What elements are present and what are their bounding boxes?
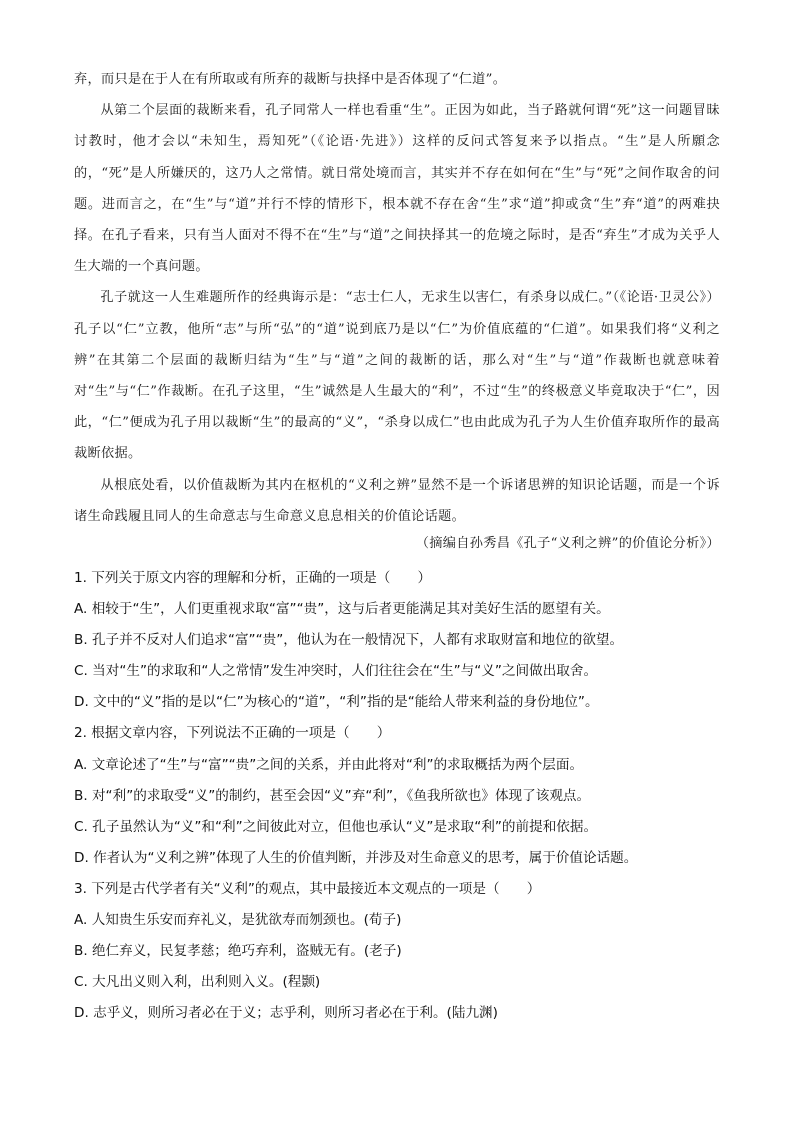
- passage-paragraph-3: 孔子就这一人生难题所作的经典诲示是：“志士仁人，无求生以害仁，有杀身以成仁。”（《论语·卫灵公》）孔子以“仁”立教，他所“志”与所“弘”的“道”说到底乃是以“仁”为价值底蕴的“仁道”。如果我们将“义利之辨”在其第二个层面的裁断归结为“生”与“道”之间的裁断的话，那么对“生”与“道”作裁断也就意味着对“生”与“仁”作裁断。在孔子这里，“生”诚然是人生最大的“利”，不过“生”的终极意义毕竟取决于“仁”，因此，“仁”便成为孔子用以裁断“生”的最高的“义”，“杀身以成仁”也由此成为孔子为人生价值弃取所作的最高裁断依据。: [74, 290, 720, 462]
- question-3-option-d: D. 志乎义，则所习者必在于义；志乎利，则所习者必在于利。(陆九渊): [74, 1005, 498, 1022]
- passage-paragraph-2: 从第二个层面的裁断来看，孔子同常人一样也看重“生”。正因为如此，当子路就何谓“死”这一问题冒昧讨教时，他才会以“未知生，焉知死”（《论语·先进》）这样的反问式答复来予以指点。“生”是人所願念的，“死”是人所嫌厌的，这乃人之常情。就日常处境而言，其实并不存在如何在“生”与“死”之间作取舍的问题。进而言之，在“生”与“道”并行不悖的情形下，根本就不存在舍“生”求“道”抑或贪“生”弃“道”的两难抉择。在孔子看来，只有当人面对不得不在“生”与“道”之间抉择其一的危境之际时，是否“弃生”才成为关乎人生大端的一个真问题。: [74, 103, 720, 275]
- question-1-stem: 1. 下列关于原文内容的理解和分析，正确的一项是（ ）: [74, 570, 432, 586]
- question-list: [74, 563, 734, 1029]
- question-3-option-a: A. 人知贵生乐安而弃礼义，是犹欲寿而刎颈也。(荀子): [74, 912, 402, 929]
- passage-source-citation: （摘编自孙秀昌《孔子“义利之辨”的价值论分析》）: [415, 536, 720, 551]
- question-1-option-d: D. 文中的“义”指的是以“仁”为核心的“道”，“利”指的是“能给人带来利益的身份地位”。: [74, 694, 599, 711]
- passage-paragraph-1: 弃，而只是在于人在有所取或有所弃的裁断与抉择中是否体现了“仁道”。: [74, 72, 507, 87]
- question-2-option-b: B. 对“利”的求取受“义”的制约，甚至会因“义”弃“利”，《鱼我所欲也》体现了该观点。: [74, 787, 591, 804]
- question-3-stem: 3. 下列是古代学者有关“义利”的观点，其中最接近本文观点的一项是（ ）: [74, 880, 541, 897]
- question-2-option-c: C. 孔子虽然认为“义”和“利”之间彼此对立，但他也承认“义”是求取“利”的前提和依据。: [74, 818, 598, 835]
- question-1-option-a: A. 相较于“生”，人们更重视求取“富”“贵”，这与后者更能满足其对美好生活的愿望有关。: [74, 601, 610, 618]
- reading-passage: [74, 64, 720, 532]
- passage-paragraph-4: 从根底处看，以价值裁断为其内在枢机的“义利之辨”显然不是一个诉诸思辨的知识论话题，而是一个诉诸生命践履且同人的生命意志与生命意义息息相关的价值论话题。: [74, 477, 720, 524]
- question-2-option-a: A. 文章论述了“生”与“富”“贵”之间的关系，并由此将对“利”的求取概括为两个层面。: [74, 756, 584, 773]
- question-2-option-d: D. 作者认为“义利之辨”体现了人生的价值判断，并涉及对生命意义的思考，属于价值论话题。: [74, 849, 638, 866]
- question-1-option-c: C. 当对“生”的求取和“人之常情”发生冲突时，人们往往会在“生”与“义”之间做出取舍。: [74, 663, 598, 680]
- question-3-option-c: C. 大凡出义则入利，出利则入义。(程颢): [74, 974, 321, 991]
- question-3-option-b: B. 绝仁弃义，民复孝慈；绝巧弃利，盗贼无有。(老子): [74, 943, 402, 960]
- question-2-stem: 2. 根据文章内容，下列说法不正确的一项是（ ）: [74, 725, 391, 742]
- question-1-option-b: B. 孔子并不反对人们追求“富”“贵”，他认为在一般情况下，人都有求取财富和地位的欲望。: [74, 632, 624, 649]
